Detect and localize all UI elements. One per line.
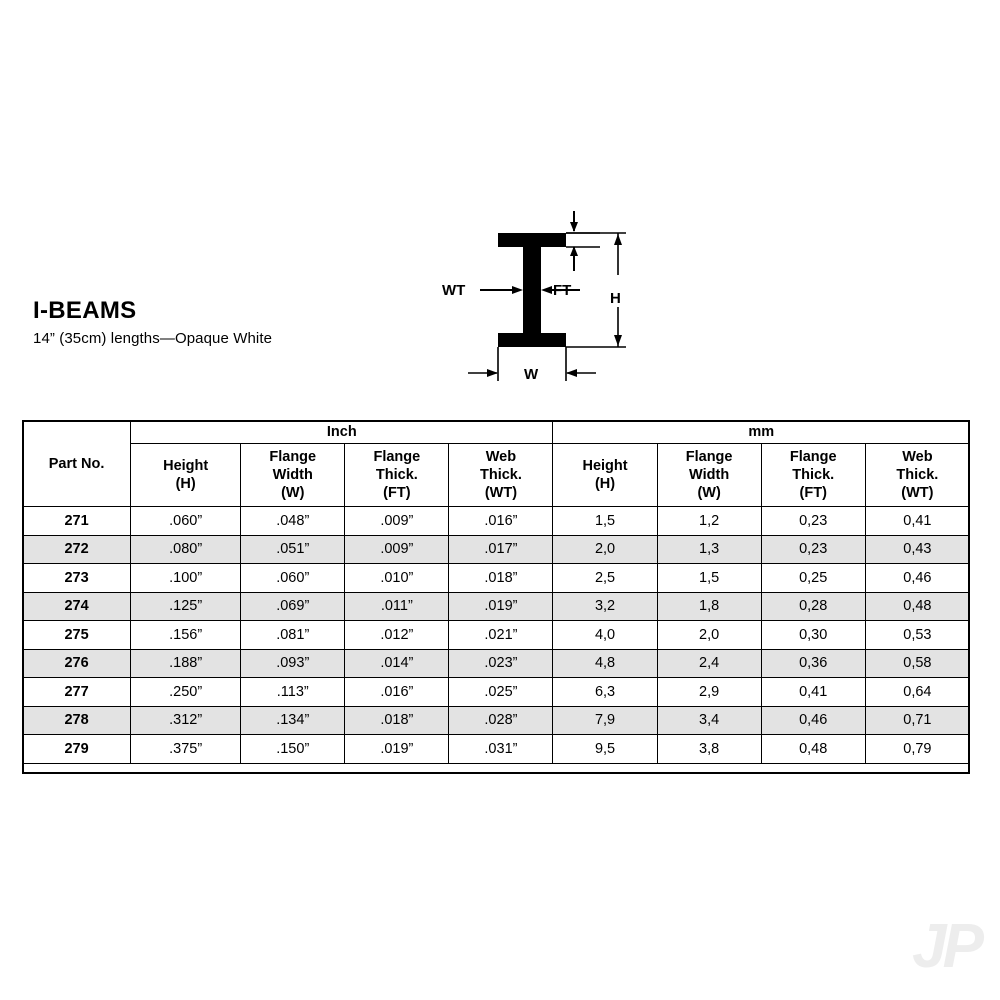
cell-value: .025” [449,678,553,707]
cell-part-no: 275 [23,621,131,650]
cell-value: 0,41 [865,507,969,536]
cell-value: 0,71 [865,706,969,735]
cell-value: .080” [131,535,241,564]
cell-value: 2,5 [553,564,657,593]
cell-value: 0,36 [761,649,865,678]
cell-value: 0,28 [761,592,865,621]
cell-part-no: 274 [23,592,131,621]
table-row [23,621,970,650]
cell-value: .011” [345,592,449,621]
table-row [23,706,970,735]
cell-value: .016” [449,507,553,536]
header-line1: Flange [269,448,317,465]
spec-table [22,420,970,764]
cell-value: 0,48 [865,592,969,621]
cell-part-no: 279 [23,735,131,764]
header-line2: Width [689,466,730,483]
cell-value: .021” [449,621,553,650]
page-subtitle: 14” (35cm) lengths—Opaque White [33,330,273,348]
table-row [23,735,970,764]
cell-value: 1,5 [657,564,761,593]
cell-value: 0,58 [865,649,969,678]
cell-value: .009” [345,507,449,536]
h-arrow-up [614,234,622,245]
cell-value: 1,2 [657,507,761,536]
cell-value: .312” [131,706,241,735]
header-line2: Thick. [375,466,418,483]
wt-label: WT [442,282,466,299]
i-beam-diagram [440,185,670,400]
unit-group-row [23,421,970,444]
header-mm-height [553,444,657,507]
header-unit-inch: Inch [131,421,553,444]
cell-value: 0,23 [761,507,865,536]
header-line2: Thick. [479,466,522,483]
cell-value: 0,25 [761,564,865,593]
spec-table-wrapper [22,420,970,764]
cell-part-no: 278 [23,706,131,735]
cell-value: .060” [241,564,345,593]
header-line1: Flange [373,448,421,465]
cell-value: 0,46 [761,706,865,735]
header-unit-mm: mm [553,421,970,444]
column-header-row [23,444,970,507]
header-line1: Web [485,448,517,465]
cell-value: 2,0 [657,621,761,650]
header-mm-web-thick [865,444,969,507]
h-label: H [610,290,621,307]
cell-part-no: 273 [23,564,131,593]
cell-value: 4,8 [553,649,657,678]
wt-arrow-right [512,286,523,294]
cell-value: 6,3 [553,678,657,707]
cell-value: 0,79 [865,735,969,764]
cell-value: .009” [345,535,449,564]
ft-extension-lines [566,233,600,247]
header-line1: Height [163,457,209,474]
header-inch-flange-thick [345,444,449,507]
cell-value: .081” [241,621,345,650]
header-line1: Height [582,457,628,474]
cell-value: 2,0 [553,535,657,564]
cell-value: .069” [241,592,345,621]
cell-value: .188” [131,649,241,678]
cell-part-no: 272 [23,535,131,564]
header-line1: Flange [789,448,837,465]
cell-value: 0,30 [761,621,865,650]
table-row [23,535,970,564]
header-line2: Thick. [792,466,835,483]
cell-value: 3,4 [657,706,761,735]
page-title: I-BEAMS [33,297,137,324]
cell-value: .060” [131,507,241,536]
cell-value: .018” [345,706,449,735]
cell-value: .093” [241,649,345,678]
header-line2: (H) [175,476,196,492]
ft-arrow-down [570,222,578,232]
cell-value: .048” [241,507,345,536]
header-mm-flange-thick [761,444,865,507]
cell-value: 0,46 [865,564,969,593]
cell-value: .014” [345,649,449,678]
w-arrow-left [566,369,577,377]
cell-value: .031” [449,735,553,764]
header-line3: (W) [281,485,305,502]
cell-value: .100” [131,564,241,593]
spec-table-body [23,507,970,764]
wt-arrow-left [541,286,552,294]
cell-value: 0,48 [761,735,865,764]
cell-value: .010” [345,564,449,593]
cell-value: 2,9 [657,678,761,707]
table-row [23,564,970,593]
cell-value: .375” [131,735,241,764]
i-beam-svg [440,185,670,400]
cell-value: .113” [241,678,345,707]
cell-part-no: 271 [23,507,131,536]
cell-part-no: 276 [23,649,131,678]
table-row [23,592,970,621]
cell-value: 1,5 [553,507,657,536]
cell-value: .150” [241,735,345,764]
header-inch-height [131,444,241,507]
cell-value: 9,5 [553,735,657,764]
title-block [33,298,453,347]
cell-value: .156” [131,621,241,650]
header-line3: (WT) [484,485,518,502]
cell-value: 1,3 [657,535,761,564]
spec-table-head [23,421,970,507]
cell-value: 0,23 [761,535,865,564]
table-row [23,678,970,707]
table-row [23,649,970,678]
header-inch-flange-width [241,444,345,507]
cell-value: 3,2 [553,592,657,621]
ft-label: FT [553,282,572,299]
cell-value: .018” [449,564,553,593]
table-row [23,507,970,536]
header-inch-web-thick [449,444,553,507]
cell-value: 1,8 [657,592,761,621]
cell-value: 7,9 [553,706,657,735]
cell-value: 0,53 [865,621,969,650]
cell-value: .028” [449,706,553,735]
w-label: W [524,366,539,383]
cell-part-no: 277 [23,678,131,707]
watermark-logo: JP [912,912,980,981]
cell-value: .019” [449,592,553,621]
header-line2: Width [272,466,313,483]
cell-value: 4,0 [553,621,657,650]
w-arrow-right [487,369,498,377]
cell-value: 0,64 [865,678,969,707]
cell-value: 0,41 [761,678,865,707]
header-line2: Thick. [896,466,939,483]
header-line1: Flange [685,448,733,465]
header-part-no: Part No. [23,421,131,507]
cell-value: 0,43 [865,535,969,564]
header-line3: (FT) [799,485,827,502]
h-arrow-down [614,335,622,346]
cell-value: 2,4 [657,649,761,678]
cell-value: .051” [241,535,345,564]
header-line1: Web [902,448,933,465]
header-line3: (WT) [901,485,934,502]
cell-value: .017” [449,535,553,564]
cell-value: .250” [131,678,241,707]
cell-value: .134” [241,706,345,735]
cell-value: .012” [345,621,449,650]
cell-value: .019” [345,735,449,764]
header-mm-flange-width [657,444,761,507]
cell-value: .023” [449,649,553,678]
cell-value: .125” [131,592,241,621]
header-line3: (W) [697,485,721,502]
cell-value: .016” [345,678,449,707]
cell-value: 3,8 [657,735,761,764]
header-line3: (FT) [383,485,411,502]
header-line2: (H) [594,476,616,492]
